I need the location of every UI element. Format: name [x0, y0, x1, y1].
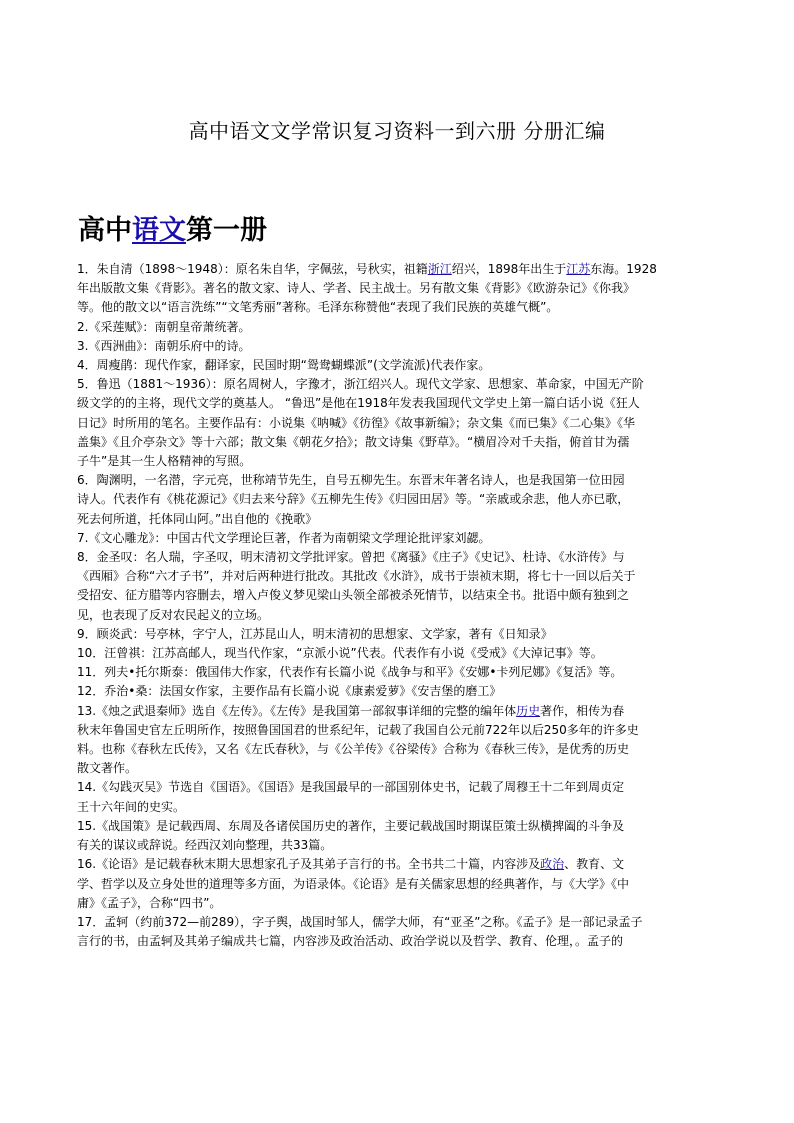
- entry-line: [77, 932, 721, 951]
- entry-text: 秋末年鲁国史官左丘明所作，按照鲁国国君的世系纪年，记载了我国自公元前722年以后250多年的许多史: [77, 722, 639, 737]
- entry-text: 王十六年间的史实。: [77, 799, 186, 814]
- inline-link[interactable]: 浙江: [427, 262, 452, 276]
- entry-text: 6．陶渊明，一名潜，字元亮，世称靖节先生，自号五柳先生。东晋末年著名诗人，也是我国第一位田园: [77, 473, 625, 488]
- entry-text: 见，也表现了反对农民起义的立场。: [77, 607, 270, 622]
- entry-line: [77, 875, 721, 894]
- entry-item: [77, 817, 721, 855]
- entry-text: 7.《文心雕龙》：中国古代文学理论巨著，作者为南朝梁文学理论批评家刘勰。: [77, 530, 491, 545]
- entry-text: 料。也称《春秋左氏传》，又名《左氏春秋》，与《公羊传》《谷梁传》合称为《春秋三传》，是优秀的历史: [77, 742, 630, 757]
- entry-line: [77, 855, 721, 874]
- yuwen-link[interactable]: 语文: [132, 215, 186, 246]
- entry-line: [77, 702, 721, 721]
- entry-text: 级文学的的主将，现代文学的奠基人。 “鲁迅”是他在1918年发表我国现代文学史上第一篇白话小说《狂人: [77, 396, 640, 411]
- entry-line: [77, 356, 721, 375]
- entry-text: 8．金圣叹：名人瑞，字圣叹，明末清初文学批评家。曾把《离骚》《庄子》《史记》、杜诗、《水浒传》与: [77, 550, 625, 565]
- document-title: 高中语文文学常识复习资料一到六册 分册汇编: [188, 119, 606, 143]
- entry-text: 学、哲学以及立身处世的道理等多方面，为语录体。《论语》是有关儒家思想的经典著作，与《大学》《中: [77, 876, 630, 891]
- entry-item: [77, 548, 721, 625]
- section-heading: [78, 208, 267, 247]
- entry-item: [77, 644, 721, 663]
- entry-text: 1．朱自清（1898～1948）：原名朱自华，字佩弦，号秋实，祖籍: [77, 262, 428, 276]
- entry-item: [77, 663, 721, 682]
- entry-item: [77, 260, 721, 318]
- entry-text: 16.《论语》是记载春秋末期大思想家孔子及其弟子言行的书。全书共二十篇，内容涉及: [77, 857, 541, 872]
- entry-text: 《西厢》合称“六才子书”，并对后两种进行批改。其批改《水浒》，成书于崇祯末期，将七十一回以后关于: [77, 569, 636, 584]
- entry-text: 子牛”是其一生人格精神的写照。: [77, 454, 252, 469]
- entry-line: [77, 548, 721, 567]
- entry-item: [77, 855, 721, 913]
- section-heading-prefix: 高中: [78, 215, 132, 246]
- entry-text: 15.《战国策》是记载西周、东周及各诸侯国历史的著作，主要记载战国时期谋臣策士纵横捭阖的斗争及: [77, 818, 625, 833]
- entry-line: [77, 682, 721, 701]
- entry-text: 17．孟轲（约前372—前289），字子舆，战国时邹人，儒学大师，有“亚圣”之称。《孟子》是一部记录孟子: [77, 914, 643, 929]
- inline-link[interactable]: 历史: [516, 703, 541, 718]
- entry-item: [77, 625, 721, 644]
- entry-item: [77, 375, 721, 471]
- entry-text: 4．周瘦鹃：现代作家，翻译家，民国时期“鸳鸯蝴蝶派”(文学流派)代表作家。: [77, 358, 491, 373]
- entry-item: [77, 318, 721, 337]
- entry-line: [77, 529, 721, 548]
- entry-line: [77, 471, 721, 490]
- entry-line: [77, 394, 721, 413]
- entry-line: [77, 510, 721, 529]
- entry-item: [77, 529, 721, 548]
- entry-line: [77, 586, 721, 605]
- entry-text: 3.《西洲曲》：南朝乐府中的诗。: [77, 338, 251, 353]
- entry-line: [77, 625, 721, 644]
- entry-text: 14.《勾践灭吴》节选自《国语》。《国语》是我国最早的一部国别体史书，记载了周穆王十二年到周贞定: [77, 780, 625, 795]
- entry-line: [77, 433, 721, 452]
- inline-link[interactable]: 江苏: [566, 262, 591, 276]
- entry-line: [77, 894, 721, 913]
- entry-text: 死去何所道，托体同山阿。”出自他的《挽歌》: [77, 511, 318, 526]
- entry-text: 有关的谋议或辞说。经西汉刘向整理，共33篇。: [77, 838, 333, 853]
- entry-line: [77, 778, 721, 797]
- entry-text: 11．列夫•托尔斯泰：俄国伟大作家，代表作有长篇小说《战争与和平》《安娜•卡列尼娜》《复活》等。: [77, 665, 623, 680]
- entry-text: 等。他的散文以“语言洗练”“文笔秀丽”著称。毛泽东称赞他“表现了我们民族的英雄气概”。: [77, 300, 559, 315]
- entry-text: 诗人。代表作有《桃花源记》《归去来兮辞》《五柳先生传》《归园田居》等。“亲戚或余悲，他人亦已歌，: [77, 492, 630, 507]
- entry-text: 庸》《孟子》，合称“四书”。: [77, 895, 222, 910]
- entry-line: [77, 298, 721, 317]
- entry-line: [77, 721, 721, 740]
- entry-line: [77, 260, 721, 279]
- entry-text: 言行的书，由孟轲及其弟子编成共七篇，内容涉及政治活动、政治学说以及哲学、教育、伦理，。孟子的: [77, 934, 624, 949]
- entry-text: 、教育、文: [564, 857, 625, 872]
- entry-item: [77, 682, 721, 701]
- entry-line: [77, 740, 721, 759]
- entry-line: [77, 452, 721, 471]
- entry-line: [77, 759, 721, 778]
- entry-text: 东海。1928: [590, 262, 657, 276]
- entry-text: 受招安、征方腊等内容删去，增入卢俊义梦见梁山头领全部被杀死情节，以结束全书。批语中颇有独到之: [77, 588, 630, 603]
- entry-line: [77, 567, 721, 586]
- entry-text: 著作，相传为春: [540, 703, 625, 718]
- entry-line: [77, 606, 721, 625]
- entry-line: [77, 490, 721, 509]
- entry-line: [77, 913, 721, 932]
- entry-line: [77, 318, 721, 337]
- entry-line: [77, 798, 721, 817]
- entry-item: [77, 356, 721, 375]
- entry-text: 13.《烛之武退秦师》选自《左传》。《左传》是我国第一部叙事详细的完整的编年体: [77, 703, 517, 718]
- entry-text: 盖集》《且介亭杂文》等十六部；散文集《朝花夕拾》；散文诗集《野草》。“横眉冷对千夫指，俯首甘为孺: [77, 434, 630, 449]
- entry-text: 2.《采莲赋》：南朝皇帝萧统著。: [77, 319, 251, 334]
- entry-line: [77, 375, 721, 394]
- entry-text: 日记》时所用的笔名。主要作品有：小说集《呐喊》《彷徨》《故事新编》；杂文集《而已集》《二心集》《华: [77, 415, 636, 430]
- entry-text: 绍兴，1898年出生于: [451, 262, 567, 276]
- section-heading-suffix: 第一册: [186, 215, 267, 246]
- entry-text: 年出版散文集《背影》。著名的散文家、诗人、学者、民主战士。另有散文集《背影》《欧游杂记》《你我》: [77, 281, 636, 296]
- entry-text: 9．顾炎武：号亭林，字宁人，江苏昆山人，明末清初的思想家、文学家，著有《日知录》: [77, 626, 553, 641]
- entry-item: [77, 778, 721, 816]
- entry-item: [77, 471, 721, 529]
- entry-line: [77, 644, 721, 663]
- entry-line: [77, 663, 721, 682]
- inline-link[interactable]: 政治: [540, 857, 565, 872]
- entry-line: [77, 836, 721, 855]
- entry-text: 5．鲁迅（1881～1936）：原名周树人，字豫才，浙江绍兴人。现代文学家、思想家、革命家，中国无产阶: [77, 377, 644, 392]
- entry-line: [77, 337, 721, 356]
- entry-item: [77, 913, 721, 951]
- entry-line: [77, 414, 721, 433]
- entry-line: [77, 279, 721, 298]
- entry-list: [77, 260, 721, 951]
- entry-text: 12．乔治•桑：法国女作家，主要作品有长篇小说《康素爱萝》《安吉堡的磨工》: [77, 684, 502, 699]
- entry-item: [77, 702, 721, 779]
- entry-text: 10．汪曾祺：江苏高邮人，现当代作家，“京派小说”代表。代表作有小说《受戒》《大淖记事》等。: [77, 646, 603, 661]
- entry-text: 散文著作。: [77, 761, 138, 776]
- entry-line: [77, 817, 721, 836]
- entry-item: [77, 337, 721, 356]
